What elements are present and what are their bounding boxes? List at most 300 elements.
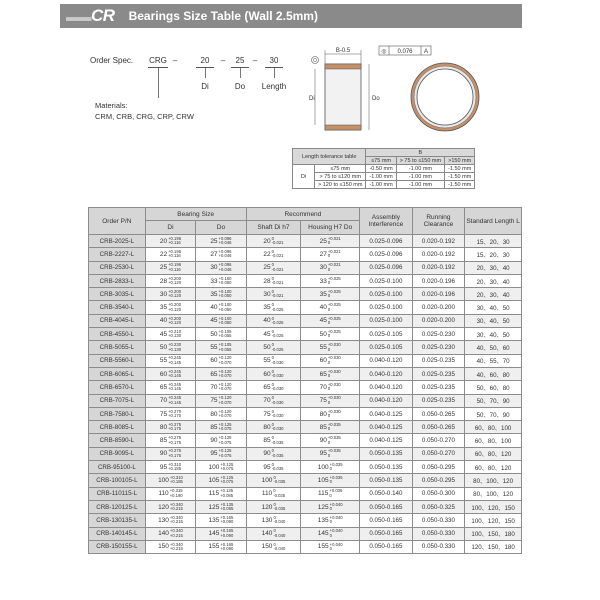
tolerance-value <box>320 449 341 458</box>
upper-deviation: +0.040 <box>329 528 343 534</box>
di-cell <box>145 354 195 367</box>
deviation <box>329 489 342 498</box>
do-cell <box>196 407 246 420</box>
nominal: 25 <box>319 237 327 245</box>
tolerance-value <box>320 303 341 312</box>
deviation <box>220 489 233 498</box>
tolerance-value <box>160 383 181 392</box>
lower-deviation: 0 <box>327 359 331 365</box>
upper-deviation: +0.200 <box>168 288 182 294</box>
nominal: 140 <box>158 530 169 538</box>
tolerance-value <box>263 277 283 286</box>
running-clearance: 0.050-0.270 <box>412 434 465 447</box>
tolerance-value <box>320 330 341 339</box>
upper-deviation: +0.245 <box>168 382 182 387</box>
tolerance-value <box>210 370 231 379</box>
assembly-interference: 0.040-0.120 <box>360 367 413 380</box>
tolerance-value <box>160 396 181 405</box>
lower-deviation: 0 <box>329 532 332 538</box>
lower-deviation: 0 <box>327 253 331 259</box>
nominal: 55 <box>263 357 271 365</box>
di-cell <box>145 447 195 460</box>
col-bearing-size: Bearing Size <box>145 208 246 221</box>
tolerance-value <box>210 263 231 272</box>
nominal: 65 <box>210 370 218 378</box>
upper-deviation: +0.025 <box>327 275 341 281</box>
nominal: 35 <box>210 290 218 298</box>
deviation <box>328 356 341 365</box>
deviation <box>328 277 341 286</box>
order-pn: CRB-3035-L <box>89 288 146 301</box>
caption-di: Di <box>201 82 209 91</box>
tolerance-value <box>263 423 283 432</box>
nominal: 70 <box>159 397 168 405</box>
deviation <box>168 370 181 379</box>
tol-range: ≤75 mm <box>315 165 366 173</box>
deviation <box>328 370 341 379</box>
upper-deviation: +0.105 <box>218 328 232 334</box>
deviation <box>168 396 181 405</box>
lower-deviation: +0.145 <box>168 359 182 365</box>
lower-deviation: -0.021 <box>271 266 284 272</box>
lower-deviation: +0.075 <box>220 466 234 472</box>
leader-line <box>158 68 159 98</box>
assembly-interference: 0.025-0.105 <box>360 341 413 354</box>
deviation <box>170 543 183 552</box>
nominal: 33 <box>319 277 327 285</box>
housing-cell <box>301 434 360 447</box>
upper-deviation: +0.135 <box>220 501 234 507</box>
order-pn: CRB-4045-L <box>89 314 146 327</box>
lower-deviation: +0.050 <box>218 280 232 286</box>
table-row <box>89 328 522 341</box>
deviation <box>170 529 183 538</box>
shaft-cell <box>246 407 301 420</box>
running-clearance: 0.050-0.300 <box>412 487 465 500</box>
upper-deviation: +0.310 <box>169 475 183 481</box>
deviation <box>168 463 181 472</box>
upper-deviation: 0 <box>273 488 276 494</box>
tolerance-value <box>318 476 343 485</box>
table-row <box>89 487 522 500</box>
upper-deviation: +0.105 <box>218 342 232 348</box>
lower-deviation: 0 <box>329 519 332 525</box>
order-pn: CRB-3540-L <box>89 301 146 314</box>
tolerance-value <box>263 463 283 472</box>
running-clearance: 0.020-0.192 <box>412 248 465 261</box>
deviation <box>168 330 181 339</box>
tol-col: ≤75 mm <box>366 157 396 165</box>
col-housing: Housing H7 Do <box>301 221 360 235</box>
lower-deviation: +0.085 <box>220 506 234 512</box>
deviation <box>272 370 284 379</box>
di-cell <box>145 341 195 354</box>
col-order-pn: Order P/N <box>89 208 146 235</box>
nominal: 40 <box>263 317 271 325</box>
table-row <box>89 274 522 287</box>
lower-deviation: +0.090 <box>220 519 234 525</box>
nominal: 85 <box>210 423 218 431</box>
standard-length: 80、100、120 <box>465 474 522 487</box>
deviation <box>272 263 284 272</box>
deviation <box>219 317 232 326</box>
shaft-cell <box>246 540 301 553</box>
lower-deviation: -0.021 <box>271 280 284 286</box>
upper-deviation: +0.025 <box>327 315 341 321</box>
upper-deviation: +0.275 <box>168 448 182 454</box>
tolerance-value <box>263 263 283 272</box>
nominal: 50 <box>263 344 271 352</box>
do-cell <box>196 421 246 434</box>
order-pn: CRB-8085-L <box>89 421 146 434</box>
leader-line <box>240 68 241 78</box>
bearing-drawing <box>295 42 515 142</box>
nominal: 27 <box>210 250 218 258</box>
deviation <box>330 543 343 552</box>
do-label: Do <box>372 96 380 102</box>
order-pn: CRB-2833-L <box>89 274 146 287</box>
upper-deviation: +0.245 <box>168 395 182 401</box>
shaft-cell <box>246 274 301 287</box>
tolerance-value <box>320 343 341 352</box>
lower-deviation: +0.070 <box>218 359 232 365</box>
deviation <box>328 396 341 405</box>
assembly-interference: 0.050-0.165 <box>360 527 413 540</box>
deviation <box>330 529 343 538</box>
lower-deviation: -0.021 <box>271 253 284 259</box>
nominal: 50 <box>159 344 168 352</box>
header-bar <box>60 4 522 28</box>
do-cell <box>196 527 246 540</box>
deviation <box>170 476 183 485</box>
tolerance-frame <box>379 46 431 55</box>
running-clearance: 0.025-0.230 <box>412 341 465 354</box>
upper-deviation: 0 <box>271 249 274 255</box>
upper-deviation: 0 <box>273 528 276 534</box>
tolerance-value <box>160 317 181 326</box>
tolerance-value <box>160 250 181 259</box>
housing-cell <box>301 354 360 367</box>
upper-deviation: +0.165 <box>220 514 234 520</box>
tolerance-value <box>320 290 341 299</box>
tolerance-value <box>210 396 231 405</box>
housing-cell <box>301 474 360 487</box>
assembly-interference: 0.040-0.120 <box>360 394 413 407</box>
housing-cell <box>301 540 360 553</box>
di-cell <box>145 514 195 527</box>
assembly-interference: 0.025-0.100 <box>360 301 413 314</box>
tolerance-value <box>263 303 283 312</box>
tolerance-value <box>160 449 181 458</box>
tolerance-value <box>210 317 231 326</box>
nominal: 25 <box>210 237 218 245</box>
shaft-cell <box>246 514 301 527</box>
table-row <box>89 341 522 354</box>
deviation <box>220 503 233 512</box>
deviation <box>272 250 284 259</box>
do-cell <box>196 314 246 327</box>
upper-deviation: +0.035 <box>327 421 341 427</box>
caption-length: Length <box>261 82 287 91</box>
do-cell <box>196 261 246 274</box>
upper-deviation: +0.275 <box>168 435 182 441</box>
side-view <box>312 50 370 130</box>
upper-deviation: +0.196 <box>168 249 182 255</box>
deviation <box>328 250 341 259</box>
spec-length: 30 <box>269 56 279 65</box>
nominal: 90 <box>159 450 168 458</box>
assembly-interference: 0.025-0.096 <box>360 261 413 274</box>
order-pn: CRB-8590-L <box>89 434 146 447</box>
shaft-cell <box>246 367 301 380</box>
running-clearance: 0.020-0.200 <box>412 314 465 327</box>
nominal: 85 <box>319 423 327 431</box>
running-clearance: 0.050-0.330 <box>412 527 465 540</box>
running-clearance: 0.025-0.235 <box>412 367 465 380</box>
nominal: 75 <box>210 397 218 405</box>
lower-deviation: +0.050 <box>218 306 232 312</box>
do-cell <box>196 354 246 367</box>
nominal: 100 <box>158 476 169 484</box>
upper-deviation: +0.210 <box>168 328 182 334</box>
standard-length: 60、80、100 <box>465 434 522 447</box>
deviation <box>272 290 284 299</box>
di-cell <box>145 301 195 314</box>
upper-deviation: 0 <box>271 435 274 441</box>
do-cell <box>196 381 246 394</box>
di-cell <box>145 261 195 274</box>
lower-deviation: +0.046 <box>218 253 232 259</box>
upper-deviation: 0 <box>271 368 274 374</box>
order-pn: CRB-7580-L <box>89 407 146 420</box>
assembly-interference: 0.025-0.105 <box>360 328 413 341</box>
tolerance-value <box>160 263 181 272</box>
housing-cell <box>301 527 360 540</box>
upper-deviation: +0.196 <box>168 235 182 241</box>
shaft-cell <box>246 235 301 248</box>
housing-cell <box>301 274 360 287</box>
tolerance-value <box>160 423 181 432</box>
spec-sep: – <box>172 56 178 65</box>
lower-deviation: +0.120 <box>168 306 182 312</box>
lower-deviation: +0.120 <box>168 280 182 286</box>
table-row <box>89 314 522 327</box>
tolerance-value <box>262 503 286 512</box>
tolerance-value <box>160 330 181 339</box>
tolerance-value <box>158 529 183 538</box>
lower-deviation: +0.215 <box>169 506 183 512</box>
standard-length: 15、20、30 <box>465 235 522 248</box>
deviation <box>170 489 183 498</box>
tolerance-value <box>318 529 343 538</box>
lower-deviation: +0.190 <box>169 492 183 498</box>
nominal: 28 <box>263 277 271 285</box>
spec-di: 20 <box>200 56 210 65</box>
di-cell <box>145 487 195 500</box>
tol-row-header: Di <box>293 165 315 189</box>
deviation <box>328 263 341 272</box>
nominal: 150 <box>158 543 169 551</box>
deviation <box>328 410 341 419</box>
standard-length: 100、120、150 <box>465 500 522 513</box>
housing-cell <box>301 407 360 420</box>
nominal: 40 <box>210 304 218 312</box>
nominal: 150 <box>261 543 273 551</box>
deviation <box>272 410 284 419</box>
nominal: 110 <box>261 490 273 498</box>
shaft-cell <box>246 474 301 487</box>
lower-deviation: -0.030 <box>271 426 284 432</box>
upper-deviation: +0.245 <box>168 368 182 374</box>
upper-deviation: +0.021 <box>327 235 341 241</box>
materials-block <box>95 100 194 122</box>
order-pn: CRB-2227-L <box>89 248 146 261</box>
running-clearance: 0.025-0.235 <box>412 394 465 407</box>
lower-deviation: 0 <box>327 439 331 445</box>
running-clearance: 0.025-0.230 <box>412 328 465 341</box>
tolerance-value <box>320 410 341 419</box>
assembly-interference: 0.040-0.125 <box>360 434 413 447</box>
deviation <box>272 449 284 458</box>
table-row <box>89 540 522 553</box>
tol-val: -1.00 mm <box>396 181 444 189</box>
tolerance-value <box>209 529 234 538</box>
datum-label: A <box>423 49 429 55</box>
upper-deviation: +0.125 <box>218 448 232 454</box>
deviation <box>170 503 183 512</box>
housing-cell <box>301 500 360 513</box>
deviation <box>170 516 183 525</box>
upper-deviation: +0.030 <box>327 355 341 361</box>
upper-deviation: 0 <box>273 501 276 507</box>
order-pn: CRB-2025-L <box>89 235 146 248</box>
tolerance-value <box>263 343 283 352</box>
nominal: 20 <box>159 237 168 245</box>
tolerance-value <box>158 516 183 525</box>
do-cell <box>196 447 246 460</box>
order-pn: CRB-120125-L <box>89 500 146 513</box>
table-row <box>89 394 522 407</box>
deviation <box>328 449 341 458</box>
lower-deviation: +0.075 <box>220 479 234 485</box>
nominal: 30 <box>263 290 271 298</box>
standard-length: 50、60、80 <box>465 381 522 394</box>
shaft-cell <box>246 461 301 474</box>
nominal: 85 <box>263 437 271 445</box>
deviation <box>168 343 181 352</box>
table-body <box>89 235 522 554</box>
nominal: 140 <box>261 530 273 538</box>
lower-deviation: 0 <box>327 399 331 405</box>
deviation <box>219 356 232 365</box>
upper-deviation: 0 <box>271 235 274 241</box>
tol-val: -1.00 mm <box>396 165 444 173</box>
bearing-size-table <box>88 207 522 554</box>
do-cell <box>196 341 246 354</box>
standard-length: 20、30、40 <box>465 288 522 301</box>
upper-deviation: +0.025 <box>327 288 341 294</box>
do-cell <box>196 328 246 341</box>
running-clearance: 0.020-0.196 <box>412 274 465 287</box>
deviation <box>220 463 233 472</box>
upper-deviation: +0.120 <box>218 355 232 361</box>
upper-deviation: +0.340 <box>169 514 183 520</box>
tolerance-value <box>318 516 343 525</box>
tolerance-value <box>263 370 283 379</box>
lower-deviation: +0.070 <box>218 373 232 379</box>
tolerance-value <box>158 503 183 512</box>
running-clearance: 0.050-0.265 <box>412 407 465 420</box>
nominal: 90 <box>263 450 271 458</box>
deviation <box>272 436 284 445</box>
housing-cell <box>301 367 360 380</box>
deviation <box>330 516 343 525</box>
lower-deviation: -0.030 <box>271 359 284 365</box>
nominal: 130 <box>158 516 169 524</box>
tolerance-value <box>210 383 231 392</box>
deviation <box>219 290 232 299</box>
lower-deviation: 0 <box>327 280 331 286</box>
upper-deviation: +0.035 <box>329 475 343 481</box>
nominal: 120 <box>158 503 169 511</box>
nominal: 100 <box>208 463 220 471</box>
lower-deviation: -0.030 <box>271 386 284 392</box>
do-cell <box>196 514 246 527</box>
tolerance-value <box>210 343 231 352</box>
order-pn: CRB-95100-L <box>89 461 146 474</box>
order-pn: CRB-7075-L <box>89 394 146 407</box>
nominal: 55 <box>319 344 327 352</box>
lower-deviation: 0 <box>327 426 331 432</box>
upper-deviation: +0.025 <box>327 328 341 334</box>
tolerance-value <box>320 396 341 405</box>
nominal: 35 <box>319 290 327 298</box>
lower-deviation: 0 <box>327 452 331 458</box>
running-clearance: 0.050-0.330 <box>412 514 465 527</box>
nominal: 115 <box>208 490 220 498</box>
lower-deviation: +0.070 <box>218 413 232 418</box>
upper-deviation: +0.125 <box>220 461 234 467</box>
tolerance-value <box>263 237 283 246</box>
lower-deviation: 0 <box>327 293 331 299</box>
nominal: 45 <box>210 317 218 325</box>
nominal: 115 <box>318 490 329 498</box>
upper-deviation: 0 <box>271 461 274 467</box>
standard-length: 40、50、60 <box>465 341 522 354</box>
materials-label: Materials: <box>95 101 128 110</box>
upper-deviation: +0.030 <box>327 368 341 374</box>
nominal: 30 <box>210 264 218 272</box>
order-pn: CRB-130135-L <box>89 514 146 527</box>
upper-deviation: +0.096 <box>218 235 232 241</box>
lower-deviation: -0.021 <box>271 240 284 246</box>
tolerance-value <box>209 503 234 512</box>
table-row <box>89 434 522 447</box>
running-clearance: 0.025-0.235 <box>412 354 465 367</box>
tol-val: -1.00 mm <box>396 173 444 181</box>
upper-deviation: 0 <box>271 382 274 387</box>
tolerance-value <box>158 476 183 485</box>
tol-val: -1.50 mm <box>445 165 475 173</box>
leader-line <box>274 68 275 78</box>
deviation <box>273 489 285 498</box>
deviation <box>168 356 181 365</box>
deviation <box>168 436 181 445</box>
di-cell <box>145 314 195 327</box>
nominal: 40 <box>319 304 327 312</box>
nominal: 135 <box>317 516 329 524</box>
do-cell <box>196 367 246 380</box>
